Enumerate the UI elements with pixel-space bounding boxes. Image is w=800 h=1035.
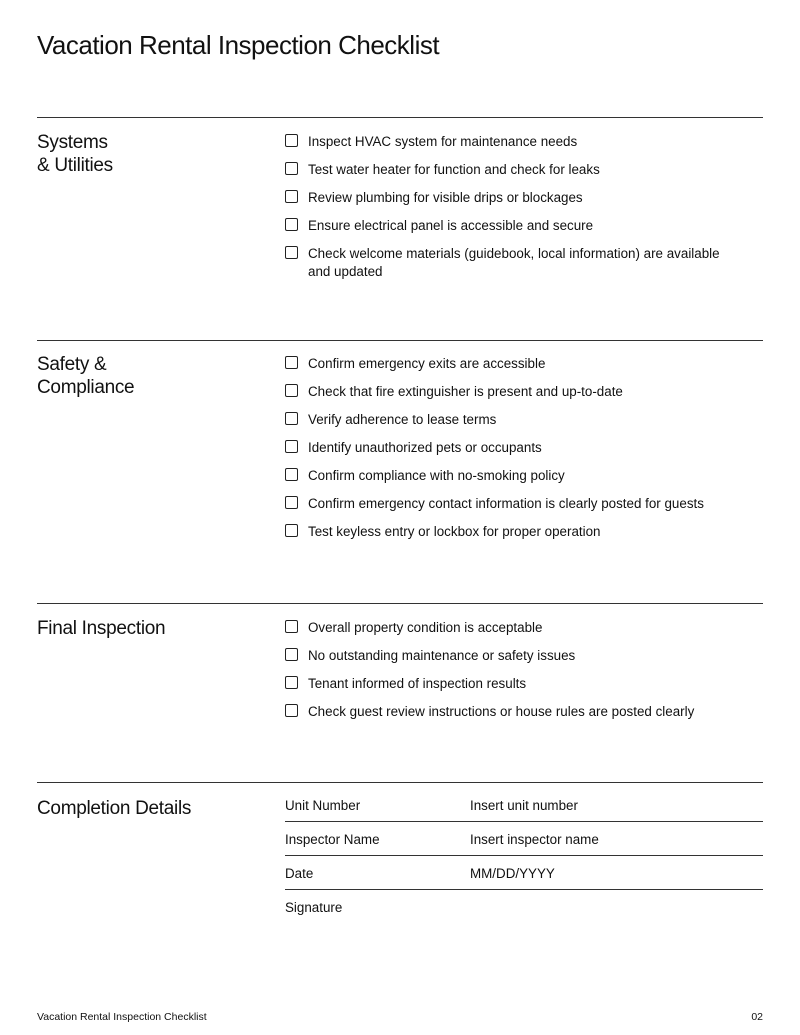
checklist-item <box>285 189 745 207</box>
checkbox[interactable] <box>285 704 298 717</box>
detail-label: Unit Number <box>285 798 361 813</box>
checkbox[interactable] <box>285 134 298 147</box>
section-label-completion-details: Completion Details <box>37 798 192 819</box>
checklist-item <box>285 245 745 280</box>
checkbox[interactable] <box>285 620 298 633</box>
section-label-systems-utilities: Systems & Utilities <box>37 132 113 176</box>
checkbox[interactable] <box>285 218 298 231</box>
checklist-item-text: Confirm compliance with no-smoking policy <box>308 468 565 483</box>
checklist-item <box>285 647 745 665</box>
section-label-safety-compliance: Safety & Compliance <box>37 354 135 398</box>
section-divider <box>37 782 763 783</box>
checklist-item <box>285 161 745 179</box>
checklist-item <box>285 383 745 401</box>
checklist-item-text: Test keyless entry or lockbox for proper operation <box>308 524 601 539</box>
checklist-item-text: Check guest review instructions or house rules are posted clearly <box>308 704 695 719</box>
section-label-final-inspection: Final Inspection <box>37 618 166 639</box>
section-divider <box>37 117 763 118</box>
checklist-item-text: Test water heater for function and check for leaks <box>308 162 600 177</box>
checkbox[interactable] <box>285 412 298 425</box>
checklist-item <box>285 703 745 721</box>
page-title: Vacation Rental Inspection Checklist <box>37 30 440 60</box>
checklist-item <box>285 217 745 235</box>
checklist-item-text: Inspect HVAC system for maintenance needs <box>308 134 578 149</box>
checklist-item <box>285 675 745 693</box>
checklist-item-text: Review plumbing for visible drips or blockages <box>308 190 583 205</box>
checklist-item-text: Overall property condition is acceptable <box>308 620 543 635</box>
checklist-item <box>285 133 745 151</box>
unit-number-field[interactable]: Insert unit number <box>470 798 578 813</box>
checklist-item-text: Confirm emergency exits are accessible <box>308 356 546 371</box>
completion-details-table <box>285 788 763 924</box>
checklist-item <box>285 523 745 541</box>
checklist-item <box>285 495 745 513</box>
detail-label: Signature <box>285 900 343 915</box>
checklist-item <box>285 619 745 637</box>
checklist-item <box>285 411 745 429</box>
detail-row-date <box>285 856 763 890</box>
checklist-item-text: Identify unauthorized pets or occupants <box>308 440 542 455</box>
checklist-item-text: Check that fire extinguisher is present and up-to-date <box>308 384 623 399</box>
detail-label: Inspector Name <box>285 832 380 847</box>
inspector-name-field[interactable]: Insert inspector name <box>470 832 599 847</box>
checkbox[interactable] <box>285 468 298 481</box>
checkbox[interactable] <box>285 496 298 509</box>
checklist-item <box>285 355 745 373</box>
checklist-item-text: No outstanding maintenance or safety issues <box>308 648 576 663</box>
date-field[interactable]: MM/DD/YYYY <box>470 866 555 881</box>
checklist-item <box>285 439 745 457</box>
page-number: 02 <box>751 1011 763 1023</box>
checkbox[interactable] <box>285 384 298 397</box>
checklist-item-text: Tenant informed of inspection results <box>308 676 527 691</box>
checkbox[interactable] <box>285 356 298 369</box>
checklist-item-text: Confirm emergency contact information is clearly posted for guests <box>308 496 704 511</box>
checklist-item-text: Check welcome materials (guidebook, local information) are available and updated <box>308 246 720 279</box>
checkbox[interactable] <box>285 524 298 537</box>
detail-label: Date <box>285 866 314 881</box>
checkbox[interactable] <box>285 440 298 453</box>
checklist-systems-utilities <box>285 133 745 291</box>
checklist-item-text: Ensure electrical panel is accessible and secure <box>308 218 594 233</box>
section-divider <box>37 603 763 604</box>
footer-document-title: Vacation Rental Inspection Checklist <box>37 1011 207 1023</box>
checkbox[interactable] <box>285 190 298 203</box>
checklist-item-text: Verify adherence to lease terms <box>308 412 497 427</box>
checkbox[interactable] <box>285 246 298 259</box>
detail-row-unit-number <box>285 788 763 822</box>
detail-row-inspector-name <box>285 822 763 856</box>
checklist-final-inspection <box>285 619 745 731</box>
checkbox[interactable] <box>285 162 298 175</box>
checklist-item <box>285 467 745 485</box>
checklist-safety-compliance <box>285 355 745 551</box>
checkbox[interactable] <box>285 676 298 689</box>
detail-row-signature <box>285 890 763 924</box>
checkbox[interactable] <box>285 648 298 661</box>
section-divider <box>37 340 763 341</box>
